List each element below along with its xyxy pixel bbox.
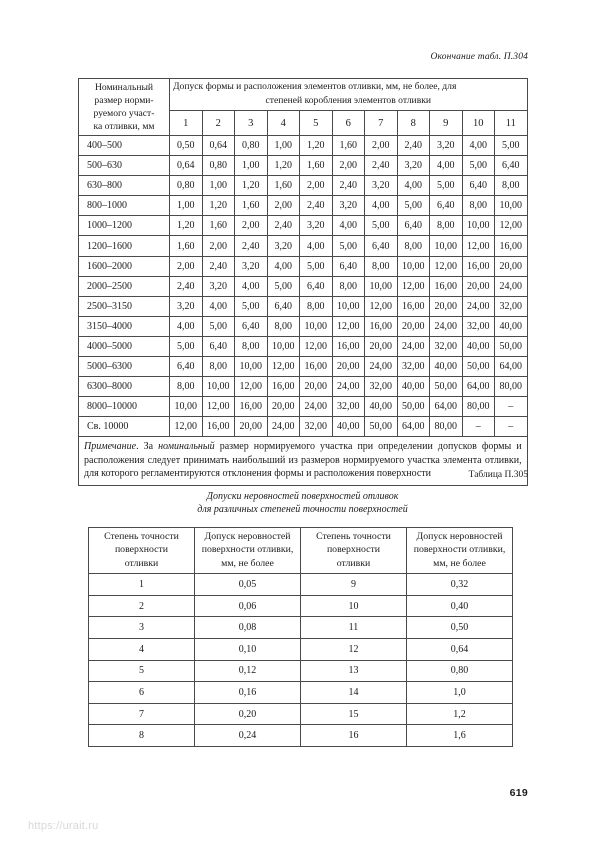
table-p304-cell: 8,00 xyxy=(332,276,365,296)
table-p304-row-label: Св. 10000 xyxy=(79,417,170,437)
table-p304-cell: 3,20 xyxy=(365,176,398,196)
table-p304-cell: 1,20 xyxy=(202,196,235,216)
table-p304-cell: 6,40 xyxy=(430,196,463,216)
table-p304-cell: 16,00 xyxy=(365,316,398,336)
table-p304-cell: 5,00 xyxy=(332,236,365,256)
table-p304-cell: 24,00 xyxy=(267,417,300,437)
table-row xyxy=(79,276,528,296)
table-p304-body xyxy=(79,136,528,437)
table-p304-cell: 3,20 xyxy=(300,216,333,236)
table-p304-cell: 10,00 xyxy=(300,316,333,336)
table-p304-cell: 32,00 xyxy=(332,397,365,417)
table-p304-cell: 8,00 xyxy=(235,336,268,356)
table-p304-cell: 20,00 xyxy=(235,417,268,437)
table-p304-head xyxy=(79,79,528,136)
table-p304-note-row xyxy=(79,437,528,485)
table-p304-row-label: 5000–6300 xyxy=(79,357,170,377)
table-row xyxy=(79,176,528,196)
table-p304-cell: 1,00 xyxy=(267,136,300,156)
table-p304-cell: 5,00 xyxy=(267,276,300,296)
table-row xyxy=(79,296,528,316)
header-line-2: поверхности xyxy=(114,544,169,556)
table-p304-cell: 24,00 xyxy=(462,296,495,316)
header-line-1: Допуск неровностей xyxy=(204,531,291,542)
table-p305-cell: 0,64 xyxy=(407,639,513,661)
table-p305-cell: 1,2 xyxy=(407,703,513,725)
table-p305-cell: 0,10 xyxy=(195,639,301,661)
table-p304-cell: 40,00 xyxy=(397,377,430,397)
table-p304-cell: 5,00 xyxy=(235,296,268,316)
table-p304-cell: 3,20 xyxy=(170,296,203,316)
table-p304-cell: 32,00 xyxy=(397,357,430,377)
table-p304-cell: 10,00 xyxy=(170,397,203,417)
table-p304-cell: 24,00 xyxy=(365,357,398,377)
table-p305-cell: 0,32 xyxy=(407,574,513,596)
table-p305-container xyxy=(88,527,512,747)
table-p304-foot xyxy=(79,437,528,485)
table-p304-cell: 40,00 xyxy=(430,357,463,377)
table-p304-cell: 12,00 xyxy=(462,236,495,256)
table-p304-cell: 5,00 xyxy=(495,136,528,156)
header-line-2: поверхности xyxy=(326,544,381,556)
table-p304-cell: 3,20 xyxy=(202,276,235,296)
table-p305-cell: 9 xyxy=(301,574,407,596)
table-p304-cell: 16,00 xyxy=(430,276,463,296)
table-p305-cell: 4 xyxy=(89,639,195,661)
table-p304-cell: 6,40 xyxy=(397,216,430,236)
table-p304-cell: 4,00 xyxy=(267,256,300,276)
table-p305-cell: 15 xyxy=(301,703,407,725)
table-p304-col-9: 9 xyxy=(430,111,463,136)
table-p304-cell: 6,40 xyxy=(202,336,235,356)
table-p304-cell: 12,00 xyxy=(267,357,300,377)
table-p305-cell: 0,40 xyxy=(407,595,513,617)
table-p304-row-label: 2000–2500 xyxy=(79,276,170,296)
table-p304-cell: 5,00 xyxy=(365,216,398,236)
table-p304-cell: 24,00 xyxy=(495,276,528,296)
table-p305-title xyxy=(78,490,527,516)
table-p305-cell: 11 xyxy=(301,617,407,639)
table-p304-cell: 2,40 xyxy=(202,256,235,276)
table-p304-cell: 1,20 xyxy=(267,156,300,176)
table-p304-cell: 24,00 xyxy=(397,336,430,356)
page-number: 619 xyxy=(509,787,528,799)
table-p304-cell: 32,00 xyxy=(430,336,463,356)
table-p304-cell: 8,00 xyxy=(202,357,235,377)
table-p305-cell: 1 xyxy=(89,574,195,596)
table-p304-cell: 0,80 xyxy=(202,156,235,176)
table-p305-cell: 14 xyxy=(301,682,407,704)
table-row xyxy=(89,725,513,747)
table-row xyxy=(79,256,528,276)
table-row xyxy=(79,156,528,176)
table-p304-cell: 1,60 xyxy=(267,176,300,196)
note-text-2: размер нормируемого участка при определении допусков формы и расположения следует принимать наибольший из размеров нормируемого участка элемента отливки, для которого регламентируются отклонения формы и расположения поверхности xyxy=(84,441,522,480)
table-p304-cell: 20,00 xyxy=(332,357,365,377)
table-row xyxy=(79,136,528,156)
table-p304-cell: 8,00 xyxy=(462,196,495,216)
table-p304-cell: 2,40 xyxy=(170,276,203,296)
table-p304-cell: 50,00 xyxy=(430,377,463,397)
table-p305-cell: 0,80 xyxy=(407,660,513,682)
table-p304-cell: 2,00 xyxy=(332,156,365,176)
table-row xyxy=(79,196,528,216)
table-p304-cell: 24,00 xyxy=(300,397,333,417)
table-p304-row-label: 400–500 xyxy=(79,136,170,156)
table-p304-cell: 4,00 xyxy=(300,236,333,256)
running-head: Окончание табл. П.304 xyxy=(430,52,528,62)
table-p304-cell: 6,40 xyxy=(332,256,365,276)
header-line-3: руемого участ- xyxy=(93,108,155,119)
table-p304-cell: 4,00 xyxy=(170,316,203,336)
table-p304-cell: 1,00 xyxy=(235,156,268,176)
table-p304-cell: 10,00 xyxy=(332,296,365,316)
table-p304-cell: 3,20 xyxy=(332,196,365,216)
table-p304-cell: – xyxy=(462,417,495,437)
table-p304-cell: 12,00 xyxy=(365,296,398,316)
table-p304-cell: 20,00 xyxy=(397,316,430,336)
header-line-1: Степень точности xyxy=(104,531,179,542)
table-p304-cell: 3,20 xyxy=(267,236,300,256)
table-p304-col-3: 3 xyxy=(235,111,268,136)
table-p305-cell: 0,08 xyxy=(195,617,301,639)
table-row xyxy=(79,417,528,437)
table-p305-cell: 16 xyxy=(301,725,407,747)
table-p305-cell: 0,05 xyxy=(195,574,301,596)
table-p304-cell: 6,40 xyxy=(495,156,528,176)
table-p304-cell: 0,64 xyxy=(170,156,203,176)
table-p305-header-tolerance-right xyxy=(407,528,513,574)
table-p304-cell: 64,00 xyxy=(397,417,430,437)
table-p304-cell: 8,00 xyxy=(300,296,333,316)
table-p304-cell: 2,00 xyxy=(235,216,268,236)
table-p305-title-line-2: для различных степеней точности поверхностей xyxy=(197,504,408,515)
table-p304-row-label: 2500–3150 xyxy=(79,296,170,316)
table-p304-row-label: 1600–2000 xyxy=(79,256,170,276)
note-lead: Примечание xyxy=(84,441,137,453)
table-p305-label: Таблица П.305 xyxy=(468,470,528,480)
table-p304-cell: 1,00 xyxy=(202,176,235,196)
table-p305-header-tolerance-left xyxy=(195,528,301,574)
table-p304-cell: 50,00 xyxy=(462,357,495,377)
table-p304-cell: 3,20 xyxy=(235,256,268,276)
table-p304-row-label: 6300–8000 xyxy=(79,377,170,397)
table-p305 xyxy=(88,527,513,747)
table-row xyxy=(89,682,513,704)
table-p304-cell: 1,60 xyxy=(332,136,365,156)
table-p304-cell: 4,00 xyxy=(332,216,365,236)
table-p304-cell: 32,00 xyxy=(495,296,528,316)
table-p304-cell: 16,00 xyxy=(235,397,268,417)
table-p304-cell: 40,00 xyxy=(365,397,398,417)
table-p304-cell: 0,80 xyxy=(235,136,268,156)
table-p304-cell: 2,00 xyxy=(267,196,300,216)
table-p304-cell: 1,20 xyxy=(300,136,333,156)
table-row xyxy=(79,236,528,256)
table-p304-cell: 32,00 xyxy=(365,377,398,397)
table-p304-cell: 64,00 xyxy=(495,357,528,377)
note-text-1: . За xyxy=(136,441,159,453)
table-p304-cell: 40,00 xyxy=(495,316,528,336)
table-p305-cell: 2 xyxy=(89,595,195,617)
table-p304-cell: 2,00 xyxy=(170,256,203,276)
table-row xyxy=(89,617,513,639)
table-p304-cell: 1,60 xyxy=(300,156,333,176)
table-p304-cell: 3,20 xyxy=(397,156,430,176)
table-p304-header-row-1 xyxy=(79,79,528,111)
table-p305-cell: 10 xyxy=(301,595,407,617)
table-p304-cell: 24,00 xyxy=(430,316,463,336)
header-line-1: Степень точности xyxy=(316,531,391,542)
table-p305-cell: 8 xyxy=(89,725,195,747)
table-p304-cell: 16,00 xyxy=(397,296,430,316)
table-row xyxy=(89,574,513,596)
table-p304-cell: 10,00 xyxy=(365,276,398,296)
table-p305-cell: 0,20 xyxy=(195,703,301,725)
table-p304-cell: 16,00 xyxy=(332,336,365,356)
table-p304-cell: – xyxy=(495,417,528,437)
table-p304-col-1: 1 xyxy=(170,111,203,136)
header-line-2: поверхности отливки, xyxy=(201,544,294,556)
table-row xyxy=(89,703,513,725)
table-p304-cell: 20,00 xyxy=(430,296,463,316)
table-p304-cell: 12,00 xyxy=(332,316,365,336)
table-p304-col-7: 7 xyxy=(365,111,398,136)
table-p304-cell: 2,40 xyxy=(332,176,365,196)
table-p304-cell: 10,00 xyxy=(397,256,430,276)
table-p304-header-tolerance-span xyxy=(170,79,528,111)
table-p304-cell: 0,50 xyxy=(170,136,203,156)
table-p304-col-6: 6 xyxy=(332,111,365,136)
table-p304-cell: 40,00 xyxy=(462,336,495,356)
table-row xyxy=(79,377,528,397)
table-p304-row-label: 1200–1600 xyxy=(79,236,170,256)
table-p304-cell: 20,00 xyxy=(495,256,528,276)
table-row xyxy=(79,397,528,417)
table-p304-cell: 4,00 xyxy=(462,136,495,156)
table-p305-cell: 1,0 xyxy=(407,682,513,704)
table-p304-cell: 16,00 xyxy=(495,236,528,256)
table-p304-cell: 32,00 xyxy=(300,417,333,437)
span-line-1: Допуск формы и расположения элементов отливки, мм, не более, для xyxy=(173,81,457,92)
table-p304-cell: 10,00 xyxy=(235,357,268,377)
table-p304-cell: 1,00 xyxy=(170,196,203,216)
table-p304-cell: 32,00 xyxy=(462,316,495,336)
table-p304-cell: 40,00 xyxy=(332,417,365,437)
header-line-1: Номинальный xyxy=(94,81,154,93)
table-p304-cell: 24,00 xyxy=(332,377,365,397)
table-p304-row-label: 500–630 xyxy=(79,156,170,176)
table-p304-cell: 5,00 xyxy=(397,196,430,216)
header-line-1: Допуск неровностей xyxy=(416,531,503,542)
table-p305-head xyxy=(89,528,513,574)
table-p304-col-2: 2 xyxy=(202,111,235,136)
header-line-4: ка отливки, мм xyxy=(93,121,155,133)
table-p304-cell: 8,00 xyxy=(170,377,203,397)
table-p304-cell: 0,80 xyxy=(170,176,203,196)
table-p304-cell: 2,00 xyxy=(300,176,333,196)
table-p304-cell: 16,00 xyxy=(300,357,333,377)
table-p304-row-label: 3150–4000 xyxy=(79,316,170,336)
table-p304-cell: 12,00 xyxy=(300,336,333,356)
table-p304-cell: 2,00 xyxy=(365,136,398,156)
table-p304-cell: 6,40 xyxy=(300,276,333,296)
table-p304-cell: 1,60 xyxy=(170,236,203,256)
table-p304-cell: 8,00 xyxy=(397,236,430,256)
table-p305-cell: 5 xyxy=(89,660,195,682)
table-p304-note xyxy=(79,437,528,485)
table-p304-cell: 2,40 xyxy=(235,236,268,256)
table-p304-row-label: 630–800 xyxy=(79,176,170,196)
table-p304-cell: – xyxy=(495,397,528,417)
table-p304-cell: 8,00 xyxy=(267,316,300,336)
table-row xyxy=(79,316,528,336)
table-row xyxy=(79,216,528,236)
table-p304-cell: 80,00 xyxy=(462,397,495,417)
table-p304-cell: 6,40 xyxy=(462,176,495,196)
table-p305-cell: 6 xyxy=(89,682,195,704)
table-p304-cell: 4,00 xyxy=(235,276,268,296)
table-p304-cell: 4,00 xyxy=(202,296,235,316)
header-line-3: мм, не более xyxy=(221,557,274,569)
table-p304-cell: 50,00 xyxy=(365,417,398,437)
header-line-2: размер норми- xyxy=(94,94,154,106)
table-p305-cell: 3 xyxy=(89,617,195,639)
table-p304-col-8: 8 xyxy=(397,111,430,136)
table-p304-cell: 8,00 xyxy=(495,176,528,196)
table-p305-cell: 7 xyxy=(89,703,195,725)
table-p304-cell: 1,20 xyxy=(235,176,268,196)
table-p304-cell: 12,00 xyxy=(235,377,268,397)
table-p304-col-5: 5 xyxy=(300,111,333,136)
table-p304-cell: 2,40 xyxy=(300,196,333,216)
table-p304-row-label: 8000–10000 xyxy=(79,397,170,417)
table-p305-cell: 0,16 xyxy=(195,682,301,704)
table-p304-cell: 20,00 xyxy=(267,397,300,417)
table-row xyxy=(89,639,513,661)
table-p305-cell: 0,24 xyxy=(195,725,301,747)
table-p304-row-label: 4000–5000 xyxy=(79,336,170,356)
table-p304-cell: 4,00 xyxy=(430,156,463,176)
table-p304-cell: 6,40 xyxy=(235,316,268,336)
table-p304-cell: 12,00 xyxy=(170,417,203,437)
table-p304-cell: 64,00 xyxy=(430,397,463,417)
header-line-2: поверхности отливки, xyxy=(413,544,506,556)
table-p304-cell: 5,00 xyxy=(300,256,333,276)
table-p304-cell: 6,40 xyxy=(365,236,398,256)
watermark-url: https://urait.ru xyxy=(28,820,99,832)
table-row xyxy=(89,660,513,682)
header-line-3: отливки xyxy=(124,557,159,569)
span-line-2: степеней коробления элементов отливки xyxy=(265,95,432,106)
table-p304-cell: 80,00 xyxy=(430,417,463,437)
table-p304-col-10: 10 xyxy=(462,111,495,136)
table-p304-col-11: 11 xyxy=(495,111,528,136)
table-p305-cell: 0,06 xyxy=(195,595,301,617)
table-p304-cell: 5,00 xyxy=(430,176,463,196)
table-p304-cell: 2,40 xyxy=(267,216,300,236)
table-p304-cell: 20,00 xyxy=(462,276,495,296)
table-p304-cell: 4,00 xyxy=(397,176,430,196)
table-p304-cell: 8,00 xyxy=(365,256,398,276)
table-p305-cell: 13 xyxy=(301,660,407,682)
table-p304 xyxy=(78,78,528,486)
header-line-3: мм, не более xyxy=(433,557,486,569)
table-p304-cell: 10,00 xyxy=(495,196,528,216)
table-p304-cell: 50,00 xyxy=(495,336,528,356)
table-p304-cell: 6,40 xyxy=(170,357,203,377)
table-p304-cell: 5,00 xyxy=(170,336,203,356)
table-p304-cell: 2,40 xyxy=(397,136,430,156)
table-p304-cell: 5,00 xyxy=(462,156,495,176)
table-p304-cell: 6,40 xyxy=(267,296,300,316)
table-p304-cell: 12,00 xyxy=(430,256,463,276)
table-p305-header-row xyxy=(89,528,513,574)
table-p304-cell: 2,00 xyxy=(202,236,235,256)
table-p304-cell: 10,00 xyxy=(430,236,463,256)
table-p304-cell: 12,00 xyxy=(397,276,430,296)
table-p304-row-label: 800–1000 xyxy=(79,196,170,216)
table-p304-header-nominal-size xyxy=(79,79,170,136)
table-p304-cell: 5,00 xyxy=(202,316,235,336)
table-p304-cell: 16,00 xyxy=(462,256,495,276)
table-p304-cell: 0,64 xyxy=(202,136,235,156)
table-p304-cell: 2,40 xyxy=(365,156,398,176)
table-p305-title-line-1: Допуски неровностей поверхностей отливок xyxy=(206,491,399,502)
header-line-3: отливки xyxy=(336,557,371,569)
table-p304-cell: 20,00 xyxy=(300,377,333,397)
table-p305-cell: 12 xyxy=(301,639,407,661)
table-p304-cell: 80,00 xyxy=(495,377,528,397)
table-p305-cell: 0,12 xyxy=(195,660,301,682)
table-p304-cell: 8,00 xyxy=(430,216,463,236)
table-row xyxy=(79,357,528,377)
table-p304-cell: 10,00 xyxy=(202,377,235,397)
table-p304-cell: 16,00 xyxy=(202,417,235,437)
table-p304-cell: 10,00 xyxy=(462,216,495,236)
table-p304-cell: 12,00 xyxy=(495,216,528,236)
table-p304-cell: 10,00 xyxy=(267,336,300,356)
table-p304-cell: 16,00 xyxy=(267,377,300,397)
table-p304-cell: 12,00 xyxy=(202,397,235,417)
table-p304-col-4: 4 xyxy=(267,111,300,136)
table-p305-cell: 0,50 xyxy=(407,617,513,639)
table-row xyxy=(89,595,513,617)
table-p305-header-accuracy-left xyxy=(89,528,195,574)
table-p304-row-label: 1000–1200 xyxy=(79,216,170,236)
table-p304-cell: 64,00 xyxy=(462,377,495,397)
table-p305-header-accuracy-right xyxy=(301,528,407,574)
table-p304-container xyxy=(78,78,527,486)
note-emphasis: номинальный xyxy=(158,441,215,453)
table-p304-cell: 1,60 xyxy=(202,216,235,236)
table-p305-cell: 1,6 xyxy=(407,725,513,747)
table-row xyxy=(79,336,528,356)
table-p304-cell: 50,00 xyxy=(397,397,430,417)
table-p304-cell: 4,00 xyxy=(365,196,398,216)
table-p305-body xyxy=(89,574,513,747)
table-p304-cell: 1,20 xyxy=(170,216,203,236)
table-p304-cell: 3,20 xyxy=(430,136,463,156)
table-p304-cell: 20,00 xyxy=(365,336,398,356)
table-p304-cell: 1,60 xyxy=(235,196,268,216)
